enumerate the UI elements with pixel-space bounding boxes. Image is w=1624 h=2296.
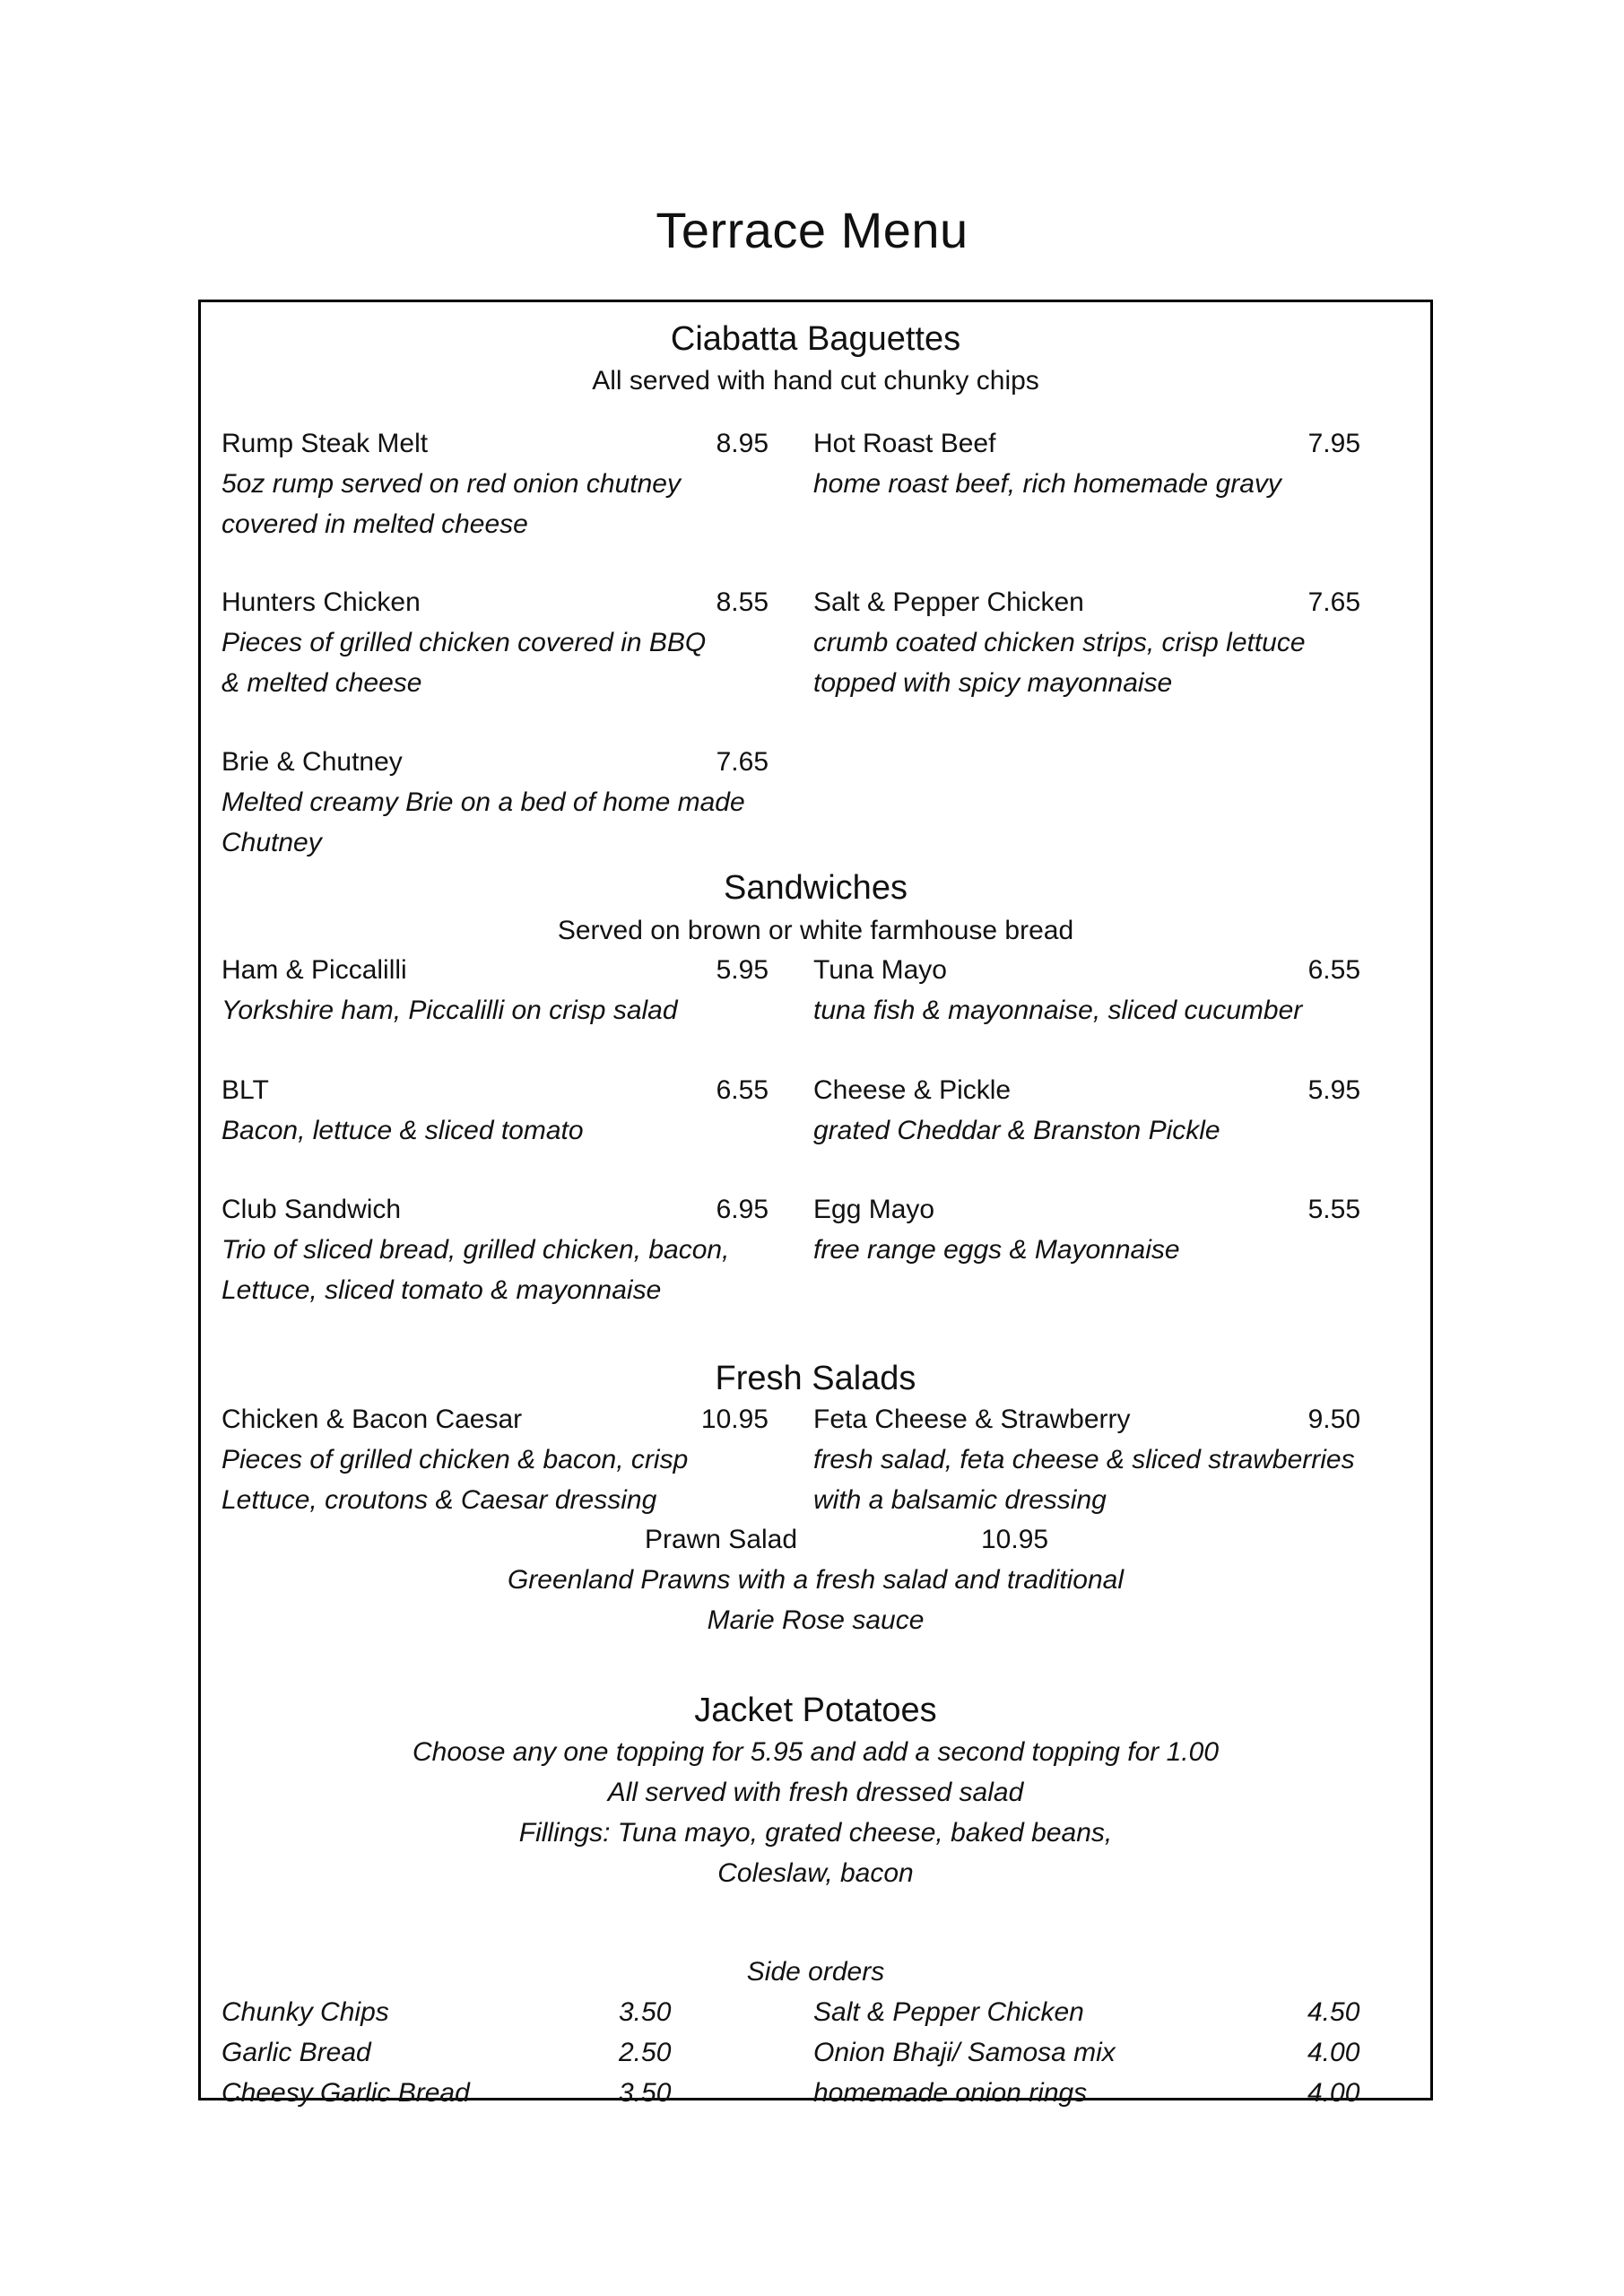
item-description: Lettuce, sliced tomato & mayonnaise xyxy=(221,1275,662,1305)
item-description: Chutney xyxy=(221,828,322,857)
item-price: 3.50 xyxy=(619,2078,672,2108)
side-item-chunky-chips xyxy=(221,1992,697,2032)
item-description: 5oz rump served on red onion chutney xyxy=(221,469,681,499)
side-item-cheesy-garlic-bread xyxy=(221,2073,697,2113)
salads-heading: Fresh Salads xyxy=(715,1360,916,1397)
item-name: Hot Roast Beef xyxy=(813,429,996,458)
sandwiches-subheading: Served on brown or white farmhouse bread xyxy=(557,916,1074,945)
item-description: & melted cheese xyxy=(221,668,422,698)
jacket-line: Choose any one topping for 5.95 and add a second topping for 1.00 xyxy=(412,1737,1220,1767)
menu-item-feta-strawberry xyxy=(813,1399,1360,1520)
item-price: 7.65 xyxy=(1307,587,1360,617)
item-description: topped with spicy mayonnaise xyxy=(813,668,1173,698)
item-name: Onion Bhaji/ Samosa mix xyxy=(813,2038,1116,2067)
item-price: 2.50 xyxy=(619,2038,672,2067)
item-description: Marie Rose sauce xyxy=(707,1605,925,1635)
item-description: grated Cheddar & Branston Pickle xyxy=(813,1116,1220,1145)
menu-item-prawn-salad xyxy=(201,1519,1430,1560)
item-name: Feta Cheese & Strawberry xyxy=(813,1405,1131,1434)
item-name: Chicken & Bacon Caesar xyxy=(221,1405,523,1434)
menu-item-egg-mayo xyxy=(813,1189,1360,1270)
item-description: home roast beef, rich homemade gravy xyxy=(813,469,1281,499)
item-price: 4.00 xyxy=(1307,2078,1360,2108)
item-price: 5.95 xyxy=(1307,1075,1360,1105)
item-price: 6.55 xyxy=(716,1075,769,1105)
sides-left-list xyxy=(221,1992,697,2113)
item-name: Tuna Mayo xyxy=(813,955,947,985)
item-description: Pieces of grilled chicken & bacon, crisp xyxy=(221,1445,689,1474)
item-description: covered in melted cheese xyxy=(221,509,528,539)
jacket-heading: Jacket Potatoes xyxy=(694,1692,937,1729)
item-name: Ham & Piccalilli xyxy=(221,955,407,985)
item-price: 8.95 xyxy=(716,429,769,458)
item-name: Club Sandwich xyxy=(221,1195,402,1224)
item-price: 6.55 xyxy=(1307,955,1360,985)
item-price: 4.00 xyxy=(1307,2038,1360,2067)
item-price: 3.50 xyxy=(619,1997,672,2027)
item-description: crumb coated chicken strips, crisp lettuce xyxy=(813,628,1306,657)
jacket-line: Fillings: Tuna mayo, grated cheese, baked beans, xyxy=(518,1818,1113,1848)
sandwiches-heading: Sandwiches xyxy=(724,869,908,907)
sides-heading: Side orders xyxy=(746,1957,885,1987)
item-price: 10.95 xyxy=(700,1405,769,1434)
item-description: Greenland Prawns with a fresh salad and traditional xyxy=(507,1565,1125,1595)
item-description: Yorkshire ham, Piccalilli on crisp salad xyxy=(221,996,678,1025)
item-description: free range eggs & Mayonnaise xyxy=(813,1235,1180,1265)
item-name: BLT xyxy=(221,1075,269,1105)
side-item-onion-bhaji-samosa xyxy=(813,2032,1369,2073)
item-name: Brie & Chutney xyxy=(221,747,403,777)
item-name: homemade onion rings xyxy=(813,2078,1088,2108)
ciabatta-subheading: All served with hand cut chunky chips xyxy=(592,366,1039,396)
menu-item-brie-chutney xyxy=(221,742,769,863)
item-description: tuna fish & mayonnaise, sliced cucumber xyxy=(813,996,1303,1025)
item-name: Cheesy Garlic Bread xyxy=(221,2078,470,2108)
item-price: 8.55 xyxy=(716,587,769,617)
menu-item-hunters-chicken xyxy=(221,582,769,703)
item-description: Trio of sliced bread, grilled chicken, bacon, xyxy=(221,1235,730,1265)
item-price: 5.55 xyxy=(1307,1195,1360,1224)
item-description: Bacon, lettuce & sliced tomato xyxy=(221,1116,584,1145)
menu-item-hot-roast-beef xyxy=(813,423,1360,504)
item-description: Melted creamy Brie on a bed of home made xyxy=(221,787,745,817)
item-price: 7.65 xyxy=(716,747,769,777)
menu-item-tuna-mayo xyxy=(813,950,1360,1031)
menu-item-blt xyxy=(221,1070,769,1151)
item-description: fresh salad, feta cheese & sliced strawberries xyxy=(813,1445,1355,1474)
side-item-salt-pepper-chicken xyxy=(813,1992,1369,2032)
item-name: Cheese & Pickle xyxy=(813,1075,1012,1105)
item-name: Chunky Chips xyxy=(221,1997,389,2027)
item-name: Prawn Salad xyxy=(644,1525,798,1554)
page-title: Terrace Menu xyxy=(656,202,968,258)
item-price: 6.95 xyxy=(716,1195,769,1224)
item-name: Hunters Chicken xyxy=(221,587,421,617)
jacket-line: All served with fresh dressed salad xyxy=(607,1778,1024,1807)
menu-frame xyxy=(198,300,1433,2108)
side-item-onion-rings xyxy=(813,2073,1369,2113)
menu-item-chicken-bacon-caesar xyxy=(221,1399,769,1520)
item-name: Salt & Pepper Chicken xyxy=(813,1997,1084,2027)
menu-item-salt-pepper-chicken xyxy=(813,582,1360,703)
menu-item-ham-piccalilli xyxy=(221,950,769,1031)
item-price: 10.95 xyxy=(981,1525,1049,1554)
item-price: 7.95 xyxy=(1307,429,1360,458)
menu-item-cheese-pickle xyxy=(813,1070,1360,1151)
item-description: Lettuce, croutons & Caesar dressing xyxy=(221,1485,657,1515)
menu-item-rump-steak-melt xyxy=(221,423,769,544)
jacket-line: Coleslaw, bacon xyxy=(717,1858,914,1888)
item-name: Egg Mayo xyxy=(813,1195,935,1224)
item-price: 5.95 xyxy=(716,955,769,985)
item-description: Pieces of grilled chicken covered in BBQ xyxy=(221,628,707,657)
item-description: with a balsamic dressing xyxy=(813,1485,1107,1515)
sides-right-list xyxy=(813,1992,1369,2113)
item-name: Salt & Pepper Chicken xyxy=(813,587,1084,617)
item-price: 9.50 xyxy=(1307,1405,1360,1434)
ciabatta-heading: Ciabatta Baguettes xyxy=(670,320,961,358)
item-name: Garlic Bread xyxy=(221,2038,371,2067)
item-price: 4.50 xyxy=(1307,1997,1360,2027)
menu-item-club-sandwich xyxy=(221,1189,769,1310)
item-name: Rump Steak Melt xyxy=(221,429,429,458)
side-item-garlic-bread xyxy=(221,2032,697,2073)
